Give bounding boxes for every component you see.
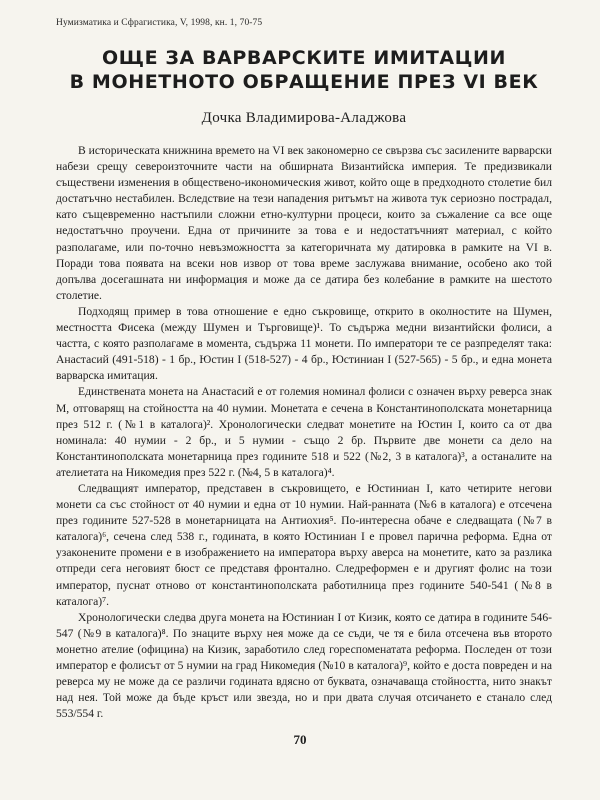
paragraph-1: В историческата книжнина времето на VI век закономерно се свързва със засилените варварски набези срещу североизточните части на обширната Византийска империя. Те предизвикали съществени изменения в обществено-икономическия живот, който още в предходното столетие бил достатъчно нестабилен. Вследствие на тези нападения ритъмът на живота тук сериозно пострадал, като същевременно настъпили сложни етно-културни процеси, които за съжаление са все още недостатъчно проучени. Една от причините за това е и недостатъчният материал, с който разполагаме, или по-точно невъзможността за категоричната му датировка в рамките на VI в. Поради това появата на всеки нов извор от това време заслужава внимание, особено ако той допълва досегашната ни информация и може да се датира без колебание в рамките на шестото столетие. xyxy=(56,144,552,302)
article-title xyxy=(56,46,552,94)
paragraph-3: Единствената монета на Анастасий е от големия номинал фолиси с означен върху реверса знак М, отговарящ на стойността на 40 нумии. Монетата е сечена в Константинополската монетарница през 512 г. (№1 в каталога)². Хронологически следват монетите на Юстин I, които са от два номинала: 40 нумии - 2 бр., и 5 нумии - също 2 бр. Първите две монети са дело на Константинополската монетарница през годините 518 и 522 (№2, 3 в каталога)³, а останалите на ателиетата на Никомедия през 522 г. (№4, 5 в каталога)⁴. xyxy=(56,385,552,479)
running-head: Нумизматика и Сфрагистика, V, 1998, кн. 1, 70-75 xyxy=(56,18,263,28)
page-number: 70 xyxy=(293,732,307,747)
paragraph-2: Подходящ пример в това отношение е едно съкровище, открито в околностите на Шумен, местността Фисека (между Шумен и Търговище)¹. То съдържа медни византийски фолиси, а частта, с която разполагаме в момента, съдържа 11 монети. По императори те се разпределят така: Анастасий (491-518) - 1 бр., Юстин I (518-527) - 4 бр., Юстиниан I (527-565) - 5 бр., и една монета варварска имитация. xyxy=(56,304,552,383)
article-title-line-1: ОЩЕ ЗА ВАРВАРСКИТЕ ИМИТАЦИИ xyxy=(102,47,506,69)
author-name: Дочка Владимирова-Аладжова xyxy=(201,110,407,126)
paragraph-5: Хронологически следва друга монета на Юстиниан I от Кизик, която се датира в годините 546-547 (№9 в каталога)⁸. По знаците върху нея може да се съди, че тя е била отсечена във второто монетно ателие (официна) на Кизик, заработило след гореспоменатата реформа. Последен от този император е фолисът от 5 нумии на град Никомедия (№10 в каталога)⁹, който е доста повреден и на реверса му не може да се различи годината вдясно от буквата, означаваща стойността, нито знакът над нея. Той може да бъде кръст или звезда, но и при двата случая отсичането е станало след 553/554 г. xyxy=(56,610,552,721)
paragraph-4: Следващият император, представен в съкровището, е Юстиниан I, като четирите негови монети са със стойност от 40 нумии и една от 10 нумии. Най-ранната (№6 в каталога) е отсечена през годините 527-528 в монетарницата на Антиохия⁵. По-интересна обаче е следващата (№7 в каталога)⁶, сечена след 538 г., годината, в която Юстиниан I е провел парична реформа. Една от узаконените промени е в изображението на императора върху аверса на монетите, като за разлика отпреди сега неговият бюст се представя фронтално. Следреформен е и другият фолис на този император, пуснат отново от константинополската работилница през годините 540-541 (№8 в каталога)⁷. xyxy=(56,481,552,608)
article-title-line-2: В МОНЕТНОТО ОБРАЩЕНИЕ ПРЕЗ VI ВЕК xyxy=(69,71,539,93)
article-body xyxy=(56,143,552,722)
